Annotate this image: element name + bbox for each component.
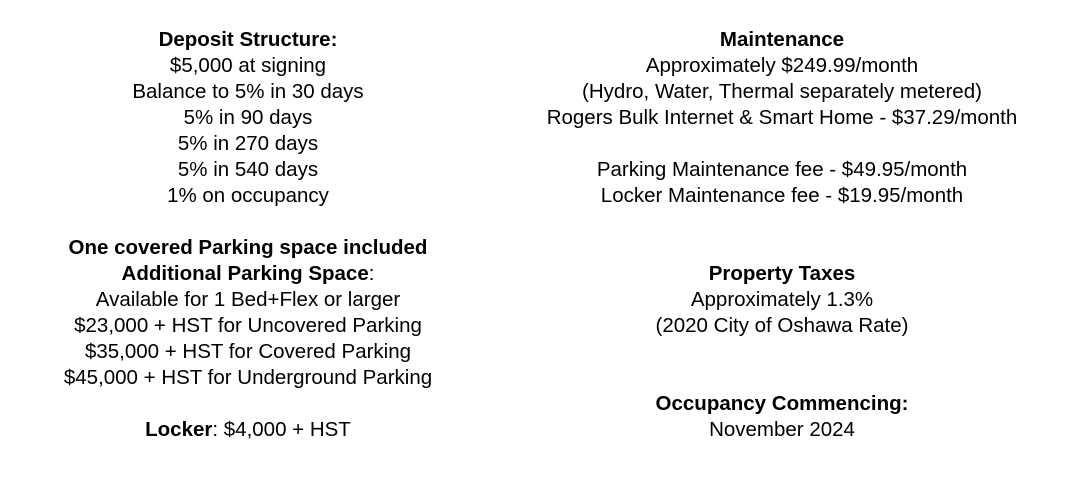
deposit-line: 1% on occupancy	[167, 184, 329, 207]
deposit-line: 5% in 90 days	[183, 106, 313, 129]
locker-section	[0, 417, 496, 443]
locker-line	[0, 417, 496, 443]
maintenance-line: (Hydro, Water, Thermal separately metered)	[582, 80, 982, 103]
deposit-line: 5% in 270 days	[177, 132, 319, 155]
taxes-line: Approximately 1.3%	[690, 288, 874, 311]
additional-parking-label: Additional Parking Space	[121, 262, 369, 285]
maintenance-heading: Maintenance	[719, 28, 845, 51]
locker-label: Locker	[145, 418, 213, 441]
occupancy-heading: Occupancy Commencing:	[655, 392, 909, 415]
parking-line: $35,000 + HST for Covered Parking	[84, 340, 412, 363]
deposit-section	[0, 27, 496, 209]
maintenance-fee-line: Locker Maintenance fee - $19.95/month	[600, 184, 964, 207]
maintenance-line: Rogers Bulk Internet & Smart Home - $37.29/month	[546, 106, 1018, 129]
taxes-line: (2020 City of Oshawa Rate)	[655, 314, 909, 337]
taxes-heading: Property Taxes	[708, 262, 856, 285]
maintenance-section	[482, 27, 1082, 209]
maintenance-fee-line: Parking Maintenance fee - $49.95/month	[596, 158, 968, 181]
maintenance-line: Approximately $249.99/month	[645, 54, 919, 77]
right-column	[482, 27, 1082, 443]
deposit-line: 5% in 540 days	[177, 158, 319, 181]
locker-value: : $4,000 + HST	[212, 418, 351, 441]
additional-parking-suffix: :	[368, 262, 375, 285]
parking-line: $23,000 + HST for Uncovered Parking	[74, 314, 422, 337]
occupancy-date: November 2024	[709, 418, 855, 441]
occupancy-section	[482, 391, 1082, 443]
taxes-section	[482, 261, 1082, 339]
deposit-line: Balance to 5% in 30 days	[132, 80, 364, 103]
additional-parking-heading	[0, 261, 496, 287]
parking-section	[0, 235, 496, 391]
parking-line: $45,000 + HST for Underground Parking	[63, 366, 433, 389]
deposit-line: $5,000 at signing	[169, 54, 327, 77]
deposit-heading: Deposit Structure:	[158, 28, 338, 51]
left-column	[0, 27, 496, 443]
parking-line: Available for 1 Bed+Flex or larger	[95, 288, 401, 311]
parking-included-heading: One covered Parking space included	[68, 236, 428, 259]
